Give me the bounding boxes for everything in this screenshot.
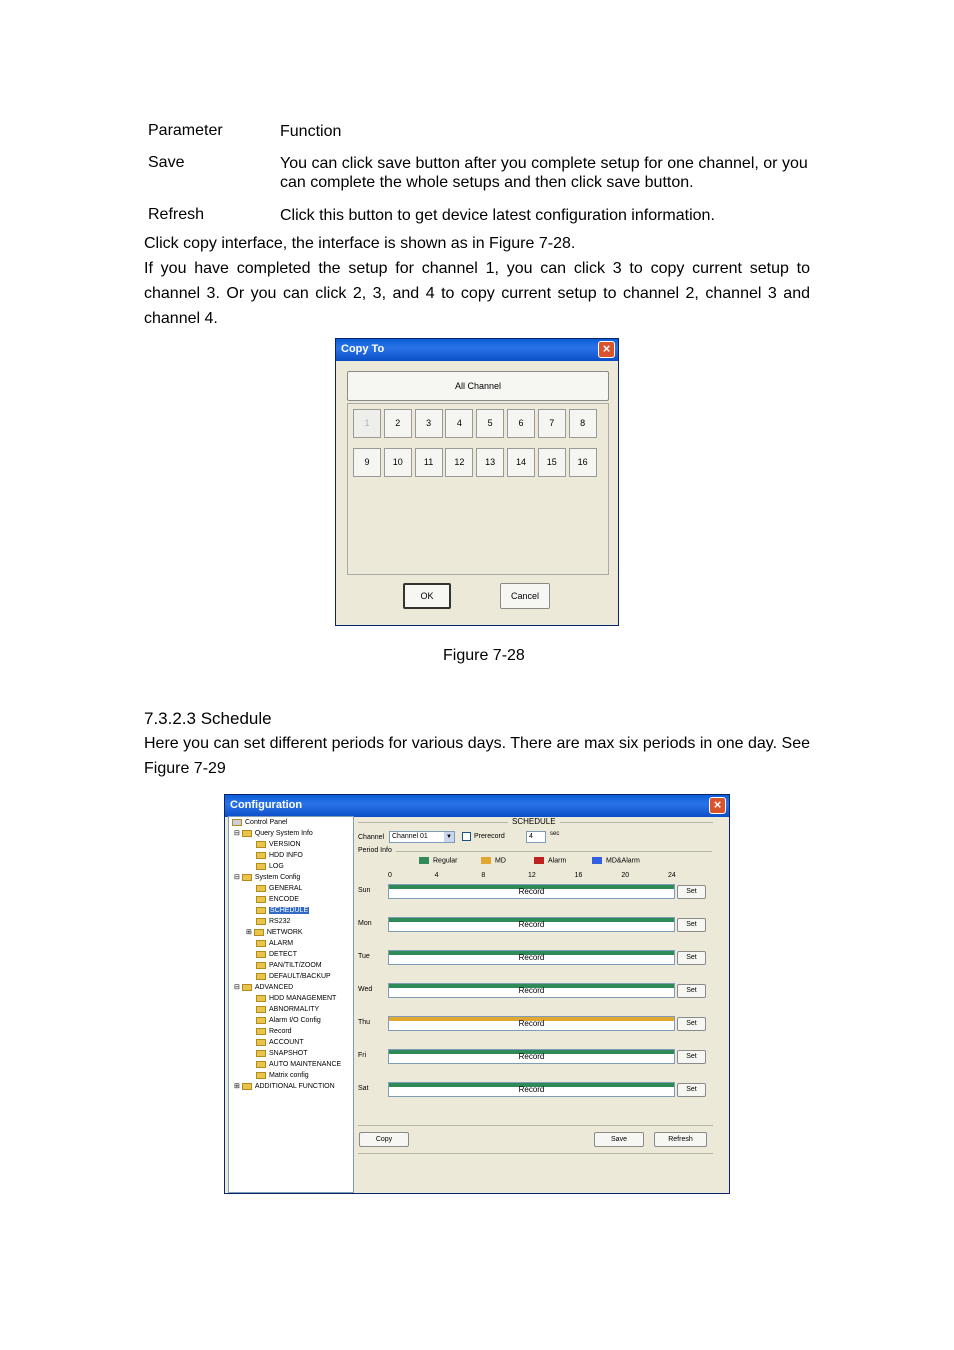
folder-icon <box>256 863 266 870</box>
prerecord-input[interactable]: 4 <box>526 831 546 843</box>
folder-icon <box>256 885 266 892</box>
tree-root[interactable]: Control Panel <box>232 818 287 828</box>
hour-tick-label: 4 <box>434 872 439 879</box>
tree-auto-maintenance[interactable]: AUTO MAINTENANCE <box>256 1060 341 1070</box>
tree-query[interactable]: ⊟ Query System Info <box>234 830 313 837</box>
channel-button[interactable]: 13 <box>476 448 504 477</box>
divider <box>358 1125 713 1126</box>
copy-to-dialog <box>335 338 619 626</box>
tree-detect[interactable]: DETECT <box>256 950 297 960</box>
legend-swatch <box>481 857 491 864</box>
ok-button[interactable]: OK <box>403 583 451 609</box>
legend-swatch <box>592 857 602 864</box>
save-button[interactable]: Save <box>594 1132 644 1147</box>
channel-select[interactable] <box>389 831 455 843</box>
folder-icon <box>256 995 266 1002</box>
day-label: Fri <box>358 1052 367 1059</box>
folder-icon <box>256 1039 266 1046</box>
set-button[interactable]: Set <box>677 984 706 998</box>
tree-network[interactable]: ⊞ NETWORK <box>246 929 303 936</box>
folder-icon <box>256 841 266 848</box>
set-button[interactable]: Set <box>677 951 706 965</box>
chevron-down-icon: ▼ <box>444 832 454 842</box>
tree-version[interactable]: VERSION <box>256 840 301 850</box>
tree-advanced[interactable]: ⊟ ADVANCED <box>234 984 294 991</box>
sec-label: sec <box>550 831 560 837</box>
paragraph-copy-desc: If you have completed the setup for channel 1, you can click 3 to copy current setup to channel 3. Or you can click 2, 3, and 4 to copy current setup to channel 2, channel 3 and channel 4. <box>144 260 810 327</box>
folder-icon <box>256 1050 266 1057</box>
param-save: Save <box>148 154 185 171</box>
schedule-bar-label: Record <box>518 1052 545 1061</box>
folder-icon <box>256 973 266 980</box>
header-function: Function <box>280 123 342 140</box>
day-label: Wed <box>358 986 373 993</box>
folder-icon <box>256 962 266 969</box>
paragraph-schedule: Here you can set different periods for various days. There are max six periods in one day. See Figure 7-29 <box>144 735 810 777</box>
day-label: Thu <box>358 1019 371 1026</box>
schedule-bar[interactable] <box>388 1082 675 1097</box>
hour-tick-label: 16 <box>574 872 583 879</box>
legend-alarm: Alarm <box>534 857 566 864</box>
schedule-bar-label: Record <box>518 986 545 995</box>
channel-button[interactable]: 1 <box>353 409 381 438</box>
channel-button[interactable]: 5 <box>476 409 504 438</box>
folder-icon <box>242 984 252 991</box>
tree-encode[interactable]: ENCODE <box>256 895 299 905</box>
folder-icon <box>256 896 266 903</box>
divider <box>396 851 712 852</box>
folder-icon <box>242 1083 252 1090</box>
tree-rs232[interactable]: RS232 <box>256 917 290 927</box>
tree-account[interactable]: ACCOUNT <box>256 1038 304 1048</box>
tree-ptz[interactable]: PAN/TILT/ZOOM <box>256 961 322 971</box>
schedule-bar[interactable] <box>388 950 675 965</box>
hour-tick-label: 8 <box>481 872 486 879</box>
close-icon[interactable]: × <box>709 797 726 814</box>
day-label: Sat <box>358 1085 369 1092</box>
legend-md: MD <box>481 857 506 864</box>
folder-icon <box>256 1061 266 1068</box>
close-icon[interactable]: × <box>598 341 615 358</box>
tree-hdd-info[interactable]: HDD INFO <box>256 851 303 861</box>
folder-icon <box>256 852 266 859</box>
set-button[interactable]: Set <box>677 918 706 932</box>
refresh-button[interactable]: Refresh <box>654 1132 707 1147</box>
schedule-bar[interactable] <box>388 983 675 998</box>
section-heading: 7.3.2.3 Schedule <box>144 709 272 728</box>
channel-label: Channel <box>358 834 385 841</box>
cancel-button[interactable]: Cancel <box>500 583 550 609</box>
window-titlebar <box>225 795 729 817</box>
tree-alarm[interactable]: ALARM <box>256 939 293 949</box>
tree-log[interactable]: LOG <box>256 862 284 872</box>
divider <box>358 1153 713 1154</box>
day-label: Sun <box>358 887 371 894</box>
panel-title: SCHEDULE <box>508 817 560 826</box>
channel-button[interactable]: 9 <box>353 448 381 477</box>
figure-caption-28: Figure 7-28 <box>443 647 525 664</box>
legend-regular: Regular <box>419 857 458 864</box>
paragraph-copy-intro: Click copy interface, the interface is shown as in Figure 7-28. <box>144 235 576 252</box>
dialog-titlebar <box>336 339 618 361</box>
folder-icon <box>254 929 264 936</box>
computer-icon <box>232 819 242 826</box>
tree-hdd-management[interactable]: HDD MANAGEMENT <box>256 994 336 1004</box>
all-channel-button[interactable]: All Channel <box>347 371 609 401</box>
channel-button[interactable]: 11 <box>415 448 443 477</box>
folder-icon <box>256 907 266 914</box>
schedule-bar-label: Record <box>518 953 545 962</box>
set-button[interactable]: Set <box>677 885 706 899</box>
channel-button[interactable]: 4 <box>445 409 473 438</box>
dialog-title: Copy To <box>341 343 385 355</box>
schedule-bar[interactable] <box>388 884 675 899</box>
configuration-window <box>224 794 730 1194</box>
schedule-bar-label: Record <box>518 1085 545 1094</box>
tree-snapshot[interactable]: SNAPSHOT <box>256 1049 308 1059</box>
set-button[interactable]: Set <box>677 1017 706 1031</box>
schedule-bar-label: Record <box>518 887 545 896</box>
schedule-bar[interactable] <box>388 1049 675 1064</box>
channel-button[interactable]: 12 <box>445 448 473 477</box>
tree-additional[interactable]: ⊞ ADDITIONAL FUNCTION <box>234 1083 335 1090</box>
channel-button[interactable]: 3 <box>415 409 443 438</box>
tree-record[interactable]: Record <box>256 1027 292 1037</box>
window-title: Configuration <box>230 799 303 811</box>
folder-icon <box>242 830 252 837</box>
set-button[interactable]: Set <box>677 1083 706 1097</box>
folder-icon <box>256 1028 266 1035</box>
tree-matrix-config[interactable]: Matrix config <box>256 1071 309 1081</box>
tree-general[interactable]: GENERAL <box>256 884 302 894</box>
legend-md-alarm: MD&Alarm <box>592 857 640 864</box>
channel-select-value: Channel 01 <box>392 833 428 840</box>
channel-button[interactable]: 8 <box>569 409 597 438</box>
set-button[interactable]: Set <box>677 1050 706 1064</box>
schedule-bar-label: Record <box>518 1019 545 1028</box>
func-refresh: Click this button to get device latest configuration information. <box>280 207 715 224</box>
legend-swatch <box>534 857 544 864</box>
schedule-bar-label: Record <box>518 920 545 929</box>
schedule-panel <box>356 816 728 1193</box>
param-refresh: Refresh <box>148 206 205 223</box>
folder-icon <box>256 918 266 925</box>
hour-tick-label: 0 <box>388 872 392 879</box>
hour-tick-label: 24 <box>668 872 676 879</box>
day-label: Mon <box>358 920 372 927</box>
copy-button[interactable]: Copy <box>359 1132 409 1147</box>
func-save: You can click save button after you complete setup for one channel, or you can complete the whole setups and then click save button. <box>280 155 808 191</box>
folder-icon <box>256 1072 266 1079</box>
config-tree <box>228 816 354 1193</box>
tree-schedule[interactable]: SCHEDULE <box>256 906 309 916</box>
channel-button[interactable]: 7 <box>538 409 566 438</box>
folder-icon <box>256 940 266 947</box>
hour-tick-label: 12 <box>528 872 536 879</box>
schedule-bar[interactable] <box>388 917 675 932</box>
tree-default-backup[interactable]: DEFAULT/BACKUP <box>256 972 331 982</box>
folder-icon <box>256 951 266 958</box>
tree-system-config[interactable]: ⊟ System Config <box>234 874 301 881</box>
prerecord-checkbox[interactable] <box>462 832 471 841</box>
prerecord-label: Prerecord <box>474 833 505 840</box>
hour-tick-label: 20 <box>621 872 630 879</box>
schedule-bar[interactable] <box>388 1016 675 1031</box>
channel-button[interactable]: 6 <box>507 409 535 438</box>
tree-alarm-io[interactable]: Alarm I/O Config <box>256 1016 321 1026</box>
folder-icon <box>256 1006 266 1013</box>
day-label: Tue <box>358 953 370 960</box>
period-info-label: Period Info <box>358 847 392 854</box>
channel-button[interactable]: 10 <box>384 448 412 477</box>
tree-abnormality[interactable]: ABNORMALITY <box>256 1005 319 1015</box>
channel-button[interactable]: 16 <box>569 448 597 477</box>
legend-swatch <box>419 857 429 864</box>
folder-icon <box>256 1017 266 1024</box>
folder-icon <box>242 874 252 881</box>
channel-button[interactable]: 14 <box>507 448 535 477</box>
header-parameter: Parameter <box>148 122 223 139</box>
channel-button[interactable]: 15 <box>538 448 566 477</box>
channel-button[interactable]: 2 <box>384 409 412 438</box>
